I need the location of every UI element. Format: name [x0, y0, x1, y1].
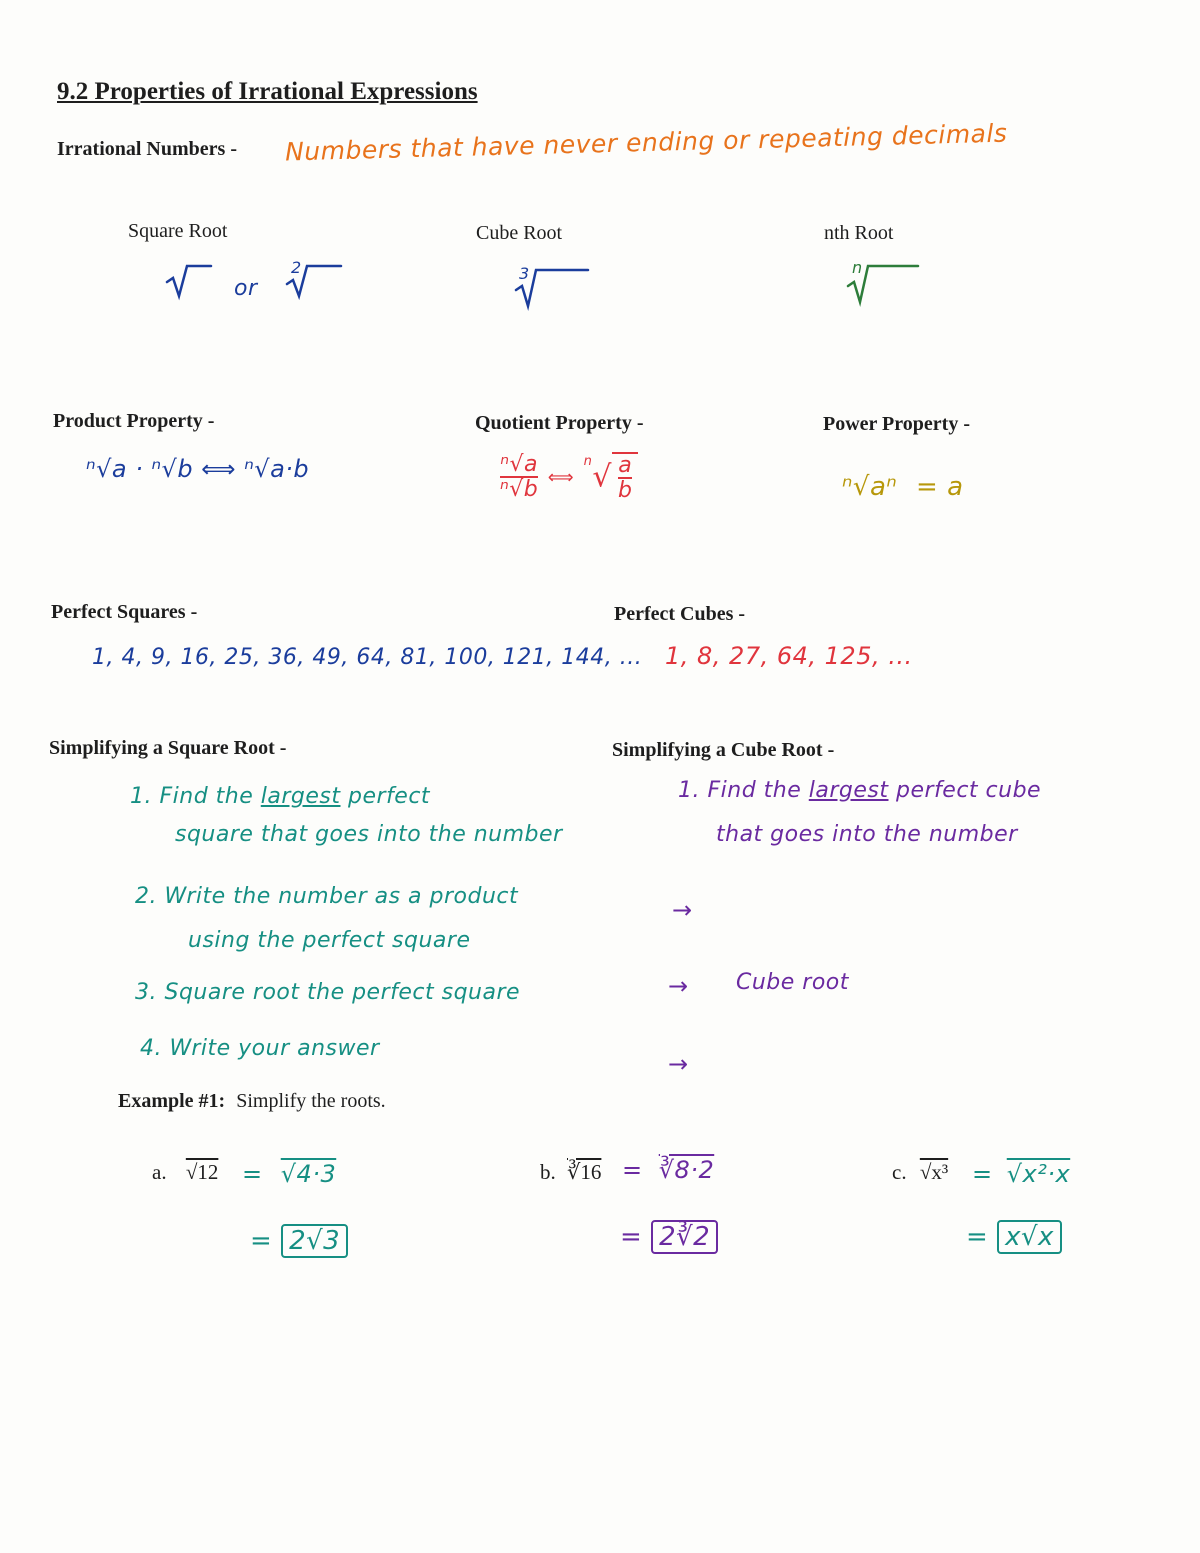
- example-instruction: Simplify the roots.: [236, 1090, 386, 1112]
- example-c-letter: c.: [892, 1160, 907, 1184]
- cube-root-label: Cube Root: [476, 222, 563, 244]
- square-step-1-end: perfect: [348, 784, 431, 809]
- or-word: or: [234, 276, 258, 301]
- example-c-step: √x²·x: [1006, 1160, 1071, 1188]
- example-a-equals: =: [242, 1160, 263, 1188]
- square-root-label: Square Root: [128, 220, 228, 242]
- perfect-cubes-list: 1, 8, 27, 64, 125, ...: [665, 642, 913, 670]
- example-c-answer-equals: =: [966, 1222, 989, 1252]
- nth-root-symbol-icon: [846, 262, 926, 308]
- example-b-answer-row: [620, 1222, 718, 1252]
- example-c-answer: x√x: [997, 1220, 1062, 1254]
- square-step-1-emphasis: largest: [260, 784, 341, 809]
- page-title: 9.2 Properties of Irrational Expressions: [57, 78, 478, 105]
- example-a-answer: 2√3: [281, 1224, 348, 1258]
- product-property-formula: ⁿ√a · ⁿ√b ⟺ ⁿ√a·b: [86, 455, 310, 483]
- square-step-2-line-1: 2. Write the number as a product: [135, 884, 519, 909]
- power-property-formula: [842, 472, 964, 502]
- example-c-radical: √x³: [919, 1160, 949, 1184]
- example-b-answer-equals: =: [620, 1222, 643, 1252]
- cube-step-4-arrow-icon: →: [668, 1050, 689, 1078]
- power-property-label: Power Property -: [823, 413, 970, 435]
- product-property-label: Product Property -: [53, 410, 215, 432]
- example-a-letter: a.: [152, 1160, 167, 1184]
- simplify-square-label: Simplifying a Square Root -: [49, 737, 287, 759]
- perfect-squares-label: Perfect Squares -: [51, 601, 198, 623]
- square-step-3: 3. Square root the perfect square: [135, 980, 521, 1005]
- example-a-work: [242, 1160, 336, 1188]
- radical-sign-icon: √: [592, 459, 612, 495]
- example-b-step: ∛8·2: [658, 1156, 715, 1184]
- square-step-4: 4. Write your answer: [140, 1036, 380, 1061]
- example-c-equals: =: [972, 1160, 993, 1188]
- simplify-cube-label: Simplifying a Cube Root -: [612, 739, 835, 761]
- example-label: Example #1:: [118, 1090, 226, 1112]
- cube-step-2-arrow-icon: →: [672, 896, 693, 924]
- inner-denominator: b: [617, 478, 633, 504]
- square-step-1-line-2: square that goes into the number: [175, 822, 563, 847]
- example-a-answer-equals: =: [250, 1226, 273, 1256]
- square-root-index: 2: [291, 258, 302, 277]
- example-a-problem: [152, 1160, 218, 1185]
- square-step-1-start: 1. Find the: [130, 784, 254, 809]
- quotient-property-formula: [500, 452, 638, 502]
- example-heading: [118, 1090, 386, 1113]
- square-step-1-line-1: [130, 784, 430, 809]
- example-c-problem: [892, 1160, 948, 1185]
- cube-step-1-line-2: that goes into the number: [716, 822, 1018, 847]
- cube-step-1-end: perfect cube: [896, 778, 1042, 803]
- power-lhs: ⁿ√aⁿ: [842, 472, 898, 502]
- indexed-square-root-icon: [285, 262, 345, 302]
- nth-root-index: n: [852, 258, 863, 277]
- square-step-2-line-2: using the perfect square: [188, 928, 471, 953]
- example-b-equals: =: [622, 1156, 643, 1184]
- cube-step-1-start: 1. Find the: [678, 778, 802, 803]
- example-b-radical: ∛16: [567, 1160, 602, 1184]
- cube-step-1-line-1: [678, 778, 1041, 803]
- quotient-denominator: ⁿ√b: [500, 477, 539, 503]
- quotient-property-label: Quotient Property -: [475, 412, 644, 434]
- quotient-root-index: n: [583, 454, 593, 470]
- cube-step-1-emphasis: largest: [808, 778, 889, 803]
- example-a-radical: √12: [185, 1160, 219, 1184]
- equivalence-arrow: ⟺: [547, 467, 575, 489]
- cube-step-3: Cube root: [736, 970, 849, 995]
- example-a-step: √4·3: [280, 1160, 337, 1188]
- irrational-label: Irrational Numbers -: [57, 138, 237, 160]
- perfect-squares-list: 1, 4, 9, 16, 25, 36, 49, 64, 81, 100, 121, 144, ...: [92, 645, 643, 670]
- example-c-answer-row: [966, 1222, 1062, 1252]
- nth-root-label: nth Root: [824, 222, 894, 244]
- cube-root-symbol-icon: [514, 266, 594, 312]
- inner-numerator: a: [618, 453, 633, 478]
- square-root-symbol-icon: [165, 262, 215, 302]
- quotient-inner-fraction: [612, 452, 638, 502]
- cube-step-3-arrow-icon: →: [668, 972, 689, 1000]
- perfect-cubes-label: Perfect Cubes -: [614, 603, 746, 625]
- example-b-answer: 2∛2: [651, 1220, 718, 1254]
- example-b-problem: [540, 1160, 601, 1185]
- quotient-numerator: ⁿ√a: [500, 452, 539, 477]
- example-c-work: [972, 1160, 1070, 1188]
- cube-root-index: 3: [519, 264, 530, 283]
- quotient-fraction: [500, 453, 538, 501]
- irrational-definition: Numbers that have never ending or repeating decimals: [284, 118, 1008, 167]
- example-b-work: [622, 1156, 714, 1184]
- power-rhs: = a: [916, 472, 964, 502]
- example-b-letter: b.: [540, 1160, 556, 1184]
- example-a-answer-row: [250, 1226, 348, 1256]
